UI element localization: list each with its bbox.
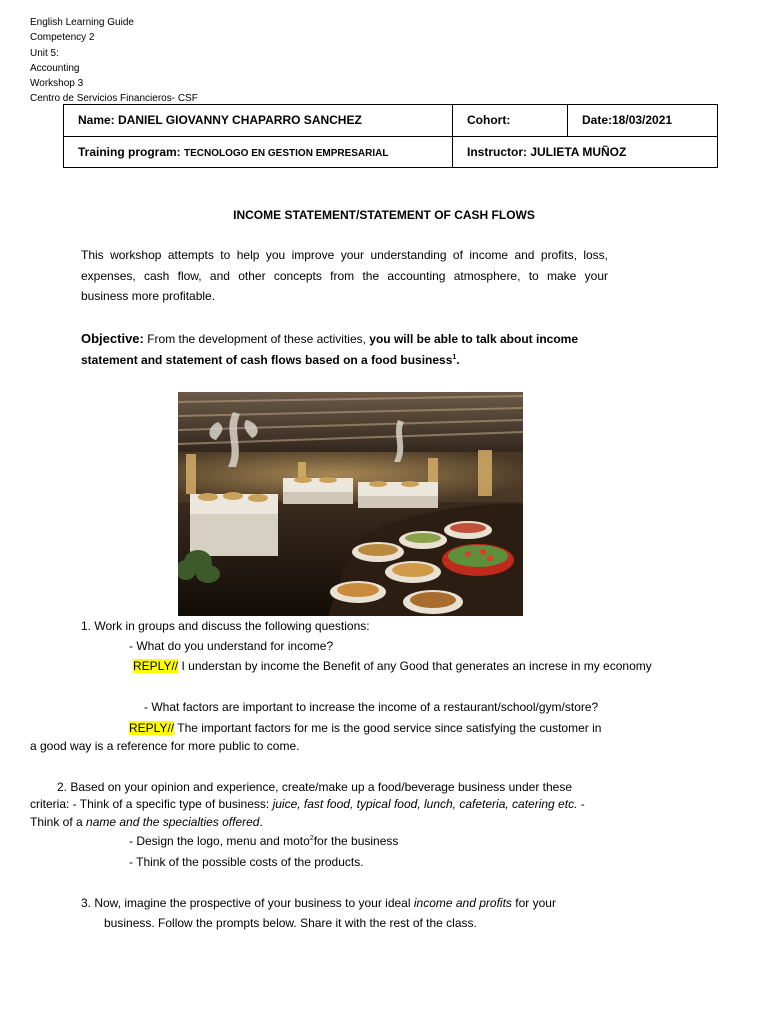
header-line: Unit 5: [30, 47, 59, 59]
footnote-marker: 2 [309, 835, 314, 842]
reply-2-continued: a good way is a reference for more public to come. [30, 739, 300, 753]
name-line-end: . [259, 815, 263, 829]
item-text: for the business [313, 834, 399, 848]
name-cell: Name: DANIEL GIOVANNY CHAPARRO SANCHEZ [64, 105, 453, 137]
buffet-restaurant-photo [178, 392, 523, 616]
instructor-cell: Instructor: JULIETA MUÑOZ [453, 136, 718, 168]
header-line: Competency 2 [30, 32, 95, 44]
objective-text: statement and statement of cash flows based on a food business [81, 353, 453, 367]
question-2-item-logo [129, 834, 398, 848]
intro-paragraph [81, 245, 608, 307]
header-line: Workshop 3 [30, 78, 84, 90]
question-2-line: 2. Based on your opinion and experience, create/make up a food/beverage business under these [57, 780, 573, 794]
program-label: Training program: [78, 144, 185, 159]
reply-label: REPLY// [133, 659, 179, 673]
reply-1 [133, 659, 652, 673]
header-line: English Learning Guide [30, 17, 134, 28]
date-cell: Date:18/03/2021 [568, 105, 718, 137]
page-title: INCOME STATEMENT/STATEMENT OF CASH FLOWS [233, 208, 535, 222]
q3-text: for your [511, 896, 556, 910]
reply-text: I understan by income the Benefit of any Good that generates an increse in my economy [178, 659, 652, 673]
objective-text: From the development of these activities, [143, 332, 366, 346]
criteria-text: criteria: - Think of a specific type of business: [30, 797, 273, 811]
item-text: - Design the logo, menu and moto [129, 834, 310, 848]
question-2-criteria [30, 797, 585, 811]
objective-paragraph [81, 328, 641, 371]
reply-2 [129, 721, 601, 735]
intro-line: business more profitable. [81, 289, 216, 303]
objective-text: you will be able to talk about income [365, 332, 579, 346]
question-3-line-2: business. Follow the prompts below. Share it with the rest of the class. [104, 916, 477, 930]
question-1-heading: 1. Work in groups and discuss the following questions: [81, 619, 370, 633]
footnote-marker: 1 [452, 354, 457, 361]
reply-text: The important factors for me is the good service since satisfying the customer in [174, 721, 602, 735]
question-2-item-costs: - Think of the possible costs of the products. [129, 855, 364, 869]
header-line: Centro de Servicios Financieros- CSF [30, 93, 198, 105]
question-1-sub-1: - What do you understand for income? [129, 639, 334, 653]
objective-label: Objective: [81, 331, 144, 346]
program-value: TECNOLOGO EN GESTION EMPRESARIAL [184, 147, 389, 159]
objective-end: . [456, 353, 460, 367]
question-1-sub-2: - What factors are important to increase the income of a restaurant/school/gym/store? [144, 700, 599, 714]
question-3-line [81, 896, 556, 910]
intro-line: This workshop attempts to help you improve your understanding of income and profits, loss, [81, 248, 608, 262]
student-info-table [63, 104, 718, 168]
reply-label: REPLY// [129, 721, 175, 735]
question-2-name-line [30, 815, 263, 829]
cohort-cell: Cohort: [453, 105, 568, 137]
intro-line: expenses, cash flow, and other concepts from the accounting atmosphere, to make your [81, 268, 608, 283]
q3-text: 3. Now, imagine the prospective of your business to your ideal [81, 896, 414, 910]
training-program-cell [64, 136, 453, 168]
criteria-examples: juice, fast food, typical food, lunch, cafeteria, catering etc. [272, 797, 578, 811]
name-line-italic: name and the specialties offered [86, 815, 260, 829]
name-line-text: Think of a [30, 815, 87, 829]
criteria-dash: - [577, 797, 585, 811]
document-header [30, 15, 198, 107]
header-line: Accounting [30, 62, 80, 74]
q3-italic: income and profits [413, 896, 512, 910]
